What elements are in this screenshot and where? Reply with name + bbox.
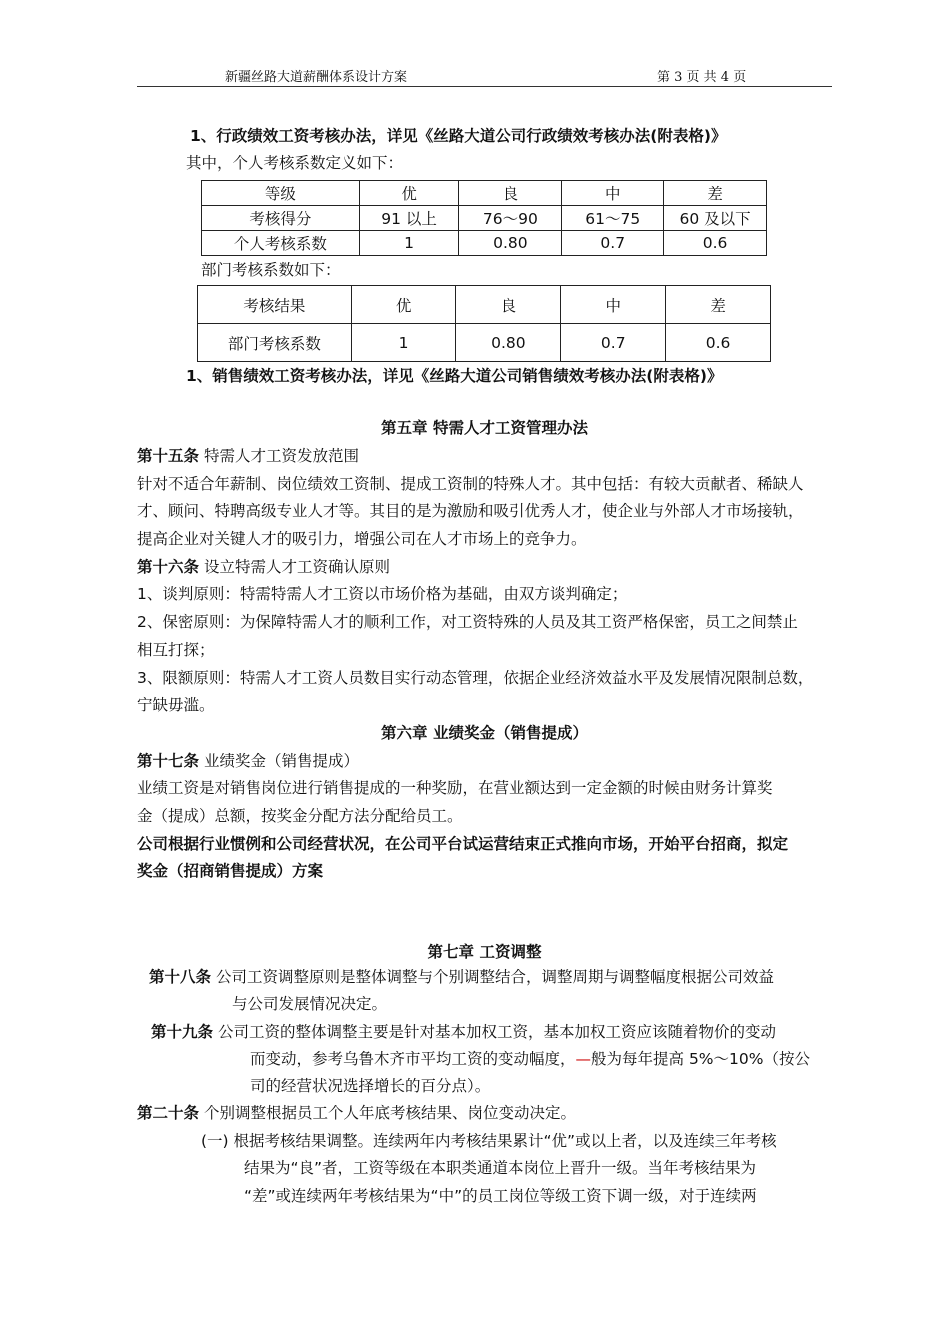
text-segment: 般为每年提高 5%～10%（按公 [591, 1050, 810, 1068]
page-header [137, 64, 832, 87]
table-cell: 良 [459, 181, 562, 206]
table-cell: 61～75 [562, 206, 664, 231]
table-cell: 91 以上 [359, 206, 459, 231]
article-title: 个别调整根据员工个人年底考核结果、岗位变动决定。 [199, 1104, 576, 1122]
article-16 [137, 556, 390, 578]
table-row [198, 324, 771, 362]
article-title: 业绩奖金（销售提成） [199, 752, 359, 770]
article-label: 第十五条 [137, 447, 200, 465]
personal-coef-intro: 其中，个人考核系数定义如下： [186, 154, 404, 172]
paragraph-line: 针对不适合年薪制、岗位绩效工资制、提成工资制的特殊人才。其中包括：有较大贡献者、稀缺人 [137, 475, 804, 493]
table-cell: 考核结果 [198, 286, 352, 324]
paragraph-line: 结果为“良”者，工资等级在本职类通道本岗位上晋升一级。当年考核结果为 [244, 1159, 757, 1177]
dept-coef-table [197, 285, 771, 362]
table-row [202, 206, 767, 231]
header-title: 新疆丝路大道薪酬体系设计方案 [225, 70, 408, 85]
chapter-5-title: 第五章 特需人才工资管理办法 [381, 419, 588, 437]
paragraph-line: 金（提成）总额，按奖金分配方法分配给员工。 [137, 807, 463, 825]
table-cell: 中 [561, 286, 666, 324]
article-17 [137, 750, 359, 772]
table-row [202, 231, 767, 256]
article-title: 特需人才工资发放范围 [199, 447, 359, 465]
article-19 [151, 1021, 776, 1043]
sub-item: (一) 根据考核结果调整。连续两年内考核结果累计“优”或以上者，以及连续三年考核 [201, 1132, 777, 1150]
table-cell: 中 [562, 181, 664, 206]
article-label: 第十七条 [137, 752, 200, 770]
table-cell: 差 [666, 286, 771, 324]
paragraph-line: 司的经营状况选择增长的百分点）。 [250, 1077, 491, 1095]
paragraph-line [250, 1048, 810, 1070]
bold-paragraph-line: 奖金（招商销售提成）方案 [137, 862, 324, 880]
table-cell: 良 [456, 286, 561, 324]
table-cell: 0.6 [666, 324, 771, 362]
dept-coef-intro: 部门考核系数如下： [201, 261, 341, 279]
paragraph-line: 与公司发展情况决定。 [232, 995, 388, 1013]
article-20 [137, 1102, 576, 1124]
table-row [202, 181, 767, 206]
paragraph-line: 才、顾问、特聘高级专业人才等。其目的是为激励和吸引优秀人才，使企业与外部人才市场接轨， [137, 502, 804, 520]
text-segment: 而变动，参考乌鲁木齐市平均工资的变动幅度， [250, 1050, 576, 1068]
table-cell: 0.7 [561, 324, 666, 362]
table-cell: 1 [351, 324, 456, 362]
paragraph-line: “差”或连续两年考核结果为“中”的员工岗位等级工资下调一级，对于连续两 [244, 1187, 757, 1205]
personal-coef-table [201, 180, 767, 256]
list-item: 3、限额原则：特需人才工资人员数目实行动态管理，依据企业经济效益水平及发展情况限制总数， [137, 669, 814, 687]
article-label: 第十九条 [151, 1023, 214, 1041]
article-title: 设立特需人才工资确认原则 [199, 558, 390, 576]
table-cell: 0.6 [664, 231, 767, 256]
article-label: 第二十条 [137, 1104, 200, 1122]
table-cell: 个人考核系数 [202, 231, 360, 256]
table-row [198, 286, 771, 324]
table-cell: 0.80 [459, 231, 562, 256]
table-cell: 60 及以下 [664, 206, 767, 231]
table-cell: 0.7 [562, 231, 664, 256]
section-heading-sales: 1、销售绩效工资考核办法，详见《丝路大道公司销售绩效考核办法(附表格)》 [186, 367, 723, 385]
list-item: 2、保密原则：为保障特需人才的顺利工作，对工资特殊的人员及其工资严格保密，员工之间禁止 [137, 613, 798, 631]
list-item: 1、谈判原则：特需特需人才工资以市场价格为基础，由双方谈判确定； [137, 585, 628, 603]
paragraph-line: 提高企业对关键人才的吸引力，增强公司在人才市场上的竞争力。 [137, 530, 587, 548]
paragraph-line: 业绩工资是对销售岗位进行销售提成的一种奖励，在营业额达到一定金额的时候由财务计算奖 [137, 779, 773, 797]
article-18 [149, 966, 774, 988]
table-cell: 1 [359, 231, 459, 256]
article-text: 公司工资调整原则是整体调整与个别调整结合，调整周期与调整幅度根据公司效益 [211, 968, 774, 986]
table-cell: 考核得分 [202, 206, 360, 231]
chapter-7-title: 第七章 工资调整 [427, 943, 542, 961]
bold-paragraph-line: 公司根据行业惯例和公司经营状况，在公司平台试运营结束正式推向市场，开始平台招商，拟定 [137, 835, 789, 853]
list-item-continuation: 宁缺毋滥。 [137, 696, 215, 714]
red-dash: — [575, 1050, 592, 1068]
list-item-continuation: 相互打探； [137, 641, 215, 659]
chapter-6-title: 第六章 业绩奖金（销售提成） [381, 724, 588, 742]
table-cell: 优 [359, 181, 459, 206]
section-heading-admin: 1、行政绩效工资考核办法，详见《丝路大道公司行政绩效考核办法(附表格)》 [190, 127, 727, 145]
table-cell: 76～90 [459, 206, 562, 231]
table-cell: 优 [351, 286, 456, 324]
header-page-number: 第 3 页 共 4 页 [657, 70, 747, 85]
table-cell: 等级 [202, 181, 360, 206]
article-15 [137, 445, 359, 467]
table-cell: 差 [664, 181, 767, 206]
article-label: 第十八条 [149, 968, 212, 986]
article-label: 第十六条 [137, 558, 200, 576]
article-text: 公司工资的整体调整主要是针对基本加权工资，基本加权工资应该随着物价的变动 [213, 1023, 776, 1041]
table-cell: 部门考核系数 [198, 324, 352, 362]
table-cell: 0.80 [456, 324, 561, 362]
